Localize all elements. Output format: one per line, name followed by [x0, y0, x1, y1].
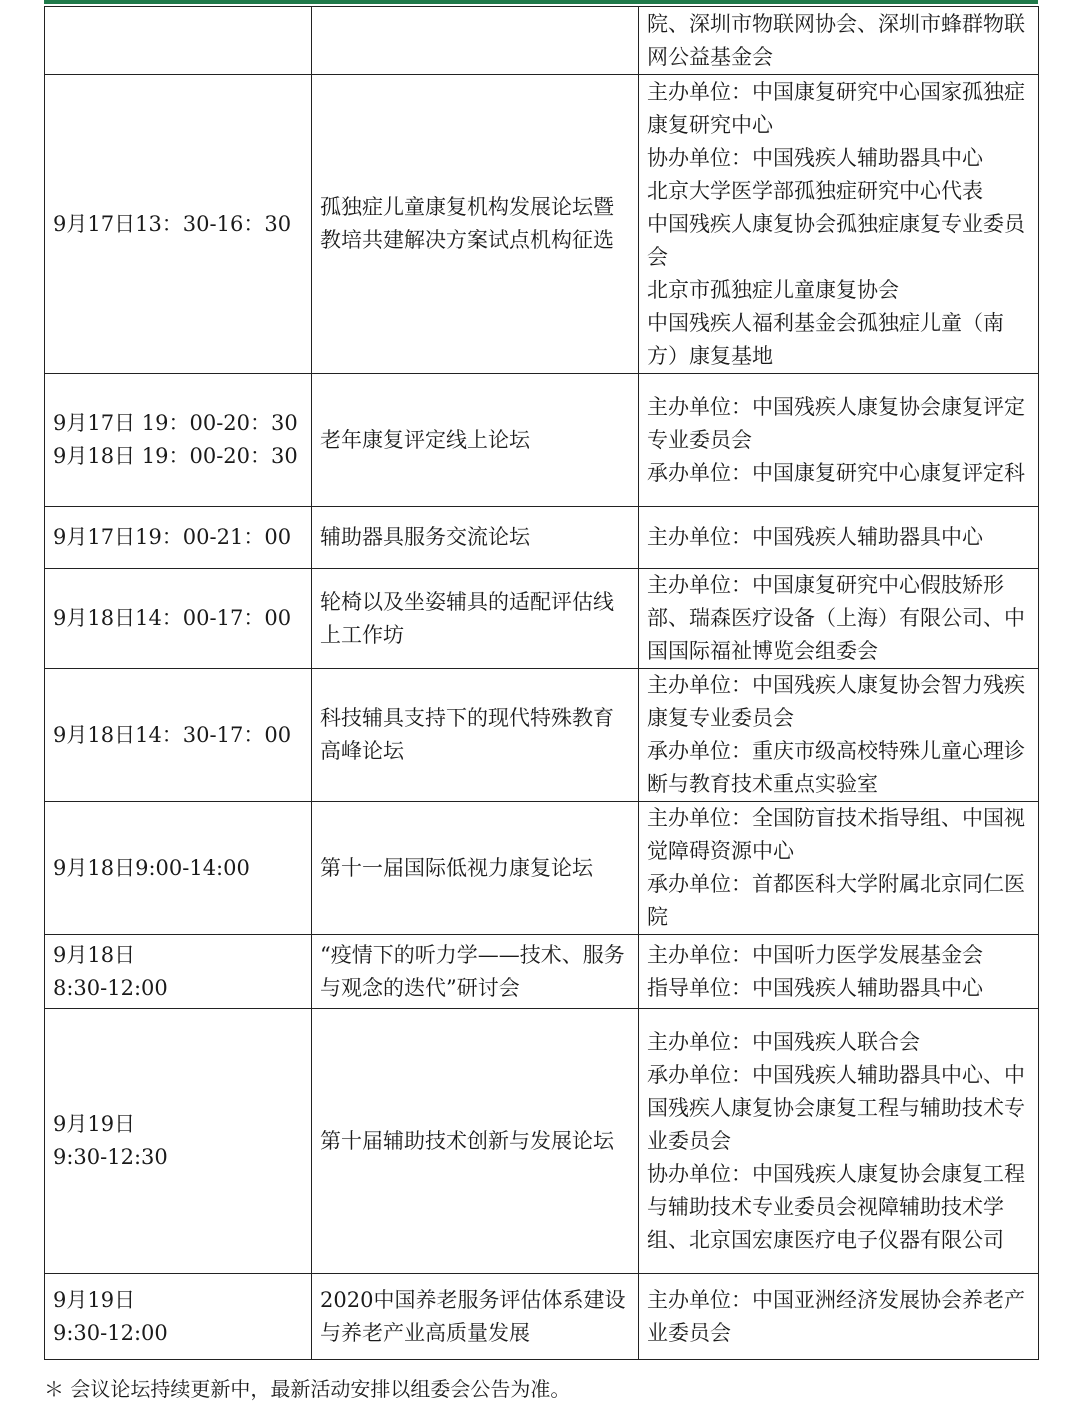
organizer-line: 指导单位：中国残疾人辅助器具中心 [647, 975, 983, 1000]
table-row [45, 507, 1039, 569]
organizer-line: 承办单位：中国残疾人辅助器具中心、中国残疾人康复协会康复工程与辅助技术专业委员会 [647, 1062, 1025, 1153]
topic-cell: “疫情下的听力学——技术、服务与观念的迭代”研讨会 [312, 935, 639, 1009]
topic-cell: 老年康复评定线上论坛 [312, 374, 639, 507]
topic-cell: 科技辅具支持下的现代特殊教育高峰论坛 [312, 669, 639, 802]
organizer-line: 主办单位：中国残疾人康复协会智力残疾康复专业委员会 [647, 673, 1025, 730]
forum-schedule-table [44, 6, 1039, 1360]
time-cell: 9月19日 9:30-12:00 [45, 1274, 312, 1360]
organizer-line: 主办单位：中国残疾人辅助器具中心 [647, 525, 983, 549]
topic-cell: 第十一届国际低视力康复论坛 [312, 802, 639, 935]
organizer-line: 中国残疾人康复协会孤独症康复专业委员会 [647, 211, 1025, 269]
organizer-line: 中国残疾人福利基金会孤独症儿童（南方）康复基地 [647, 310, 1004, 368]
organizer-line: 主办单位：中国残疾人康复协会康复评定专业委员会 [647, 394, 1025, 452]
topic-cell: 辅助器具服务交流论坛 [312, 507, 639, 569]
organizer-line: 协办单位：中国残疾人康复协会康复工程与辅助技术专业委员会视障辅助技术学组、北京国宏康医疗电子仪器有限公司 [647, 1161, 1025, 1252]
organizer-cell [639, 935, 1039, 1009]
organizer-cell [639, 669, 1039, 802]
organizer-cell [639, 1009, 1039, 1274]
organizer-line: 主办单位：中国听力医学发展基金会 [647, 942, 983, 967]
organizer-line: 主办单位：中国亚洲经济发展协会养老产业委员会 [647, 1287, 1025, 1345]
table-row [45, 1009, 1039, 1274]
organizer-cell [639, 802, 1039, 935]
organizer-cell [639, 7, 1039, 75]
schedule-rows [45, 7, 1039, 1360]
table-row [45, 669, 1039, 802]
organizer-line: 承办单位：重庆市级高校特殊儿童心理诊断与教育技术重点实验室 [647, 739, 1025, 796]
organizer-line: 承办单位：首都医科大学附属北京同仁医院 [647, 872, 1025, 929]
organizer-line: 北京大学医学部孤独症研究中心代表 [647, 178, 983, 203]
organizer-cell [639, 374, 1039, 507]
time-cell: 9月17日 19：00-20：30 9月18日 19：00-20：30 [45, 374, 312, 507]
footnote: ＊ 会议论坛持续更新中，最新活动安排以组委会公告为准。 [44, 1377, 571, 1401]
organizer-cell [639, 75, 1039, 374]
topic-cell: 孤独症儿童康复机构发展论坛暨教培共建解决方案试点机构征选 [312, 75, 639, 374]
organizer-line: 主办单位：中国康复研究中心假肢矫形部、瑞森医疗设备（上海）有限公司、中国国际福祉博览会组委会 [647, 573, 1025, 663]
table-row [45, 802, 1039, 935]
time-cell: 9月17日19：00-21：00 [45, 507, 312, 569]
organizer-line: 主办单位：中国残疾人联合会 [647, 1029, 920, 1054]
organizer-line: 主办单位：全国防盲技术指导组、中国视觉障碍资源中心 [647, 806, 1025, 863]
topic-cell [312, 7, 639, 75]
organizer-cell [639, 1274, 1039, 1360]
time-cell [45, 7, 312, 75]
table-row [45, 374, 1039, 507]
organizer-cell [639, 569, 1039, 669]
time-cell: 9月18日 8:30-12:00 [45, 935, 312, 1009]
organizer-line: 承办单位：中国康复研究中心康复评定科 [647, 460, 1025, 485]
table-row [45, 569, 1039, 669]
table-row [45, 75, 1039, 374]
topic-cell: 2020中国养老服务评估体系建设与养老产业高质量发展 [312, 1274, 639, 1360]
table-row [45, 935, 1039, 1009]
time-cell: 9月19日 9:30-12:30 [45, 1009, 312, 1274]
time-cell: 9月17日13：30-16：30 [45, 75, 312, 374]
table-row [45, 1274, 1039, 1360]
organizer-line: 院、深圳市物联网协会、深圳市蜂群物联网公益基金会 [647, 11, 1025, 69]
topic-cell: 第十届辅助技术创新与发展论坛 [312, 1009, 639, 1274]
organizer-line: 协办单位：中国残疾人辅助器具中心 [647, 145, 983, 170]
organizer-line: 北京市孤独症儿童康复协会 [647, 277, 899, 302]
time-cell: 9月18日14：00-17：00 [45, 569, 312, 669]
topic-cell: 轮椅以及坐姿辅具的适配评估线上工作坊 [312, 569, 639, 669]
table-row [45, 7, 1039, 75]
organizer-line: 主办单位：中国康复研究中心国家孤独症康复研究中心 [647, 79, 1025, 137]
organizer-cell [639, 507, 1039, 569]
time-cell: 9月18日9:00-14:00 [45, 802, 312, 935]
top-accent-bar [44, 0, 1038, 4]
time-cell: 9月18日14：30-17：00 [45, 669, 312, 802]
